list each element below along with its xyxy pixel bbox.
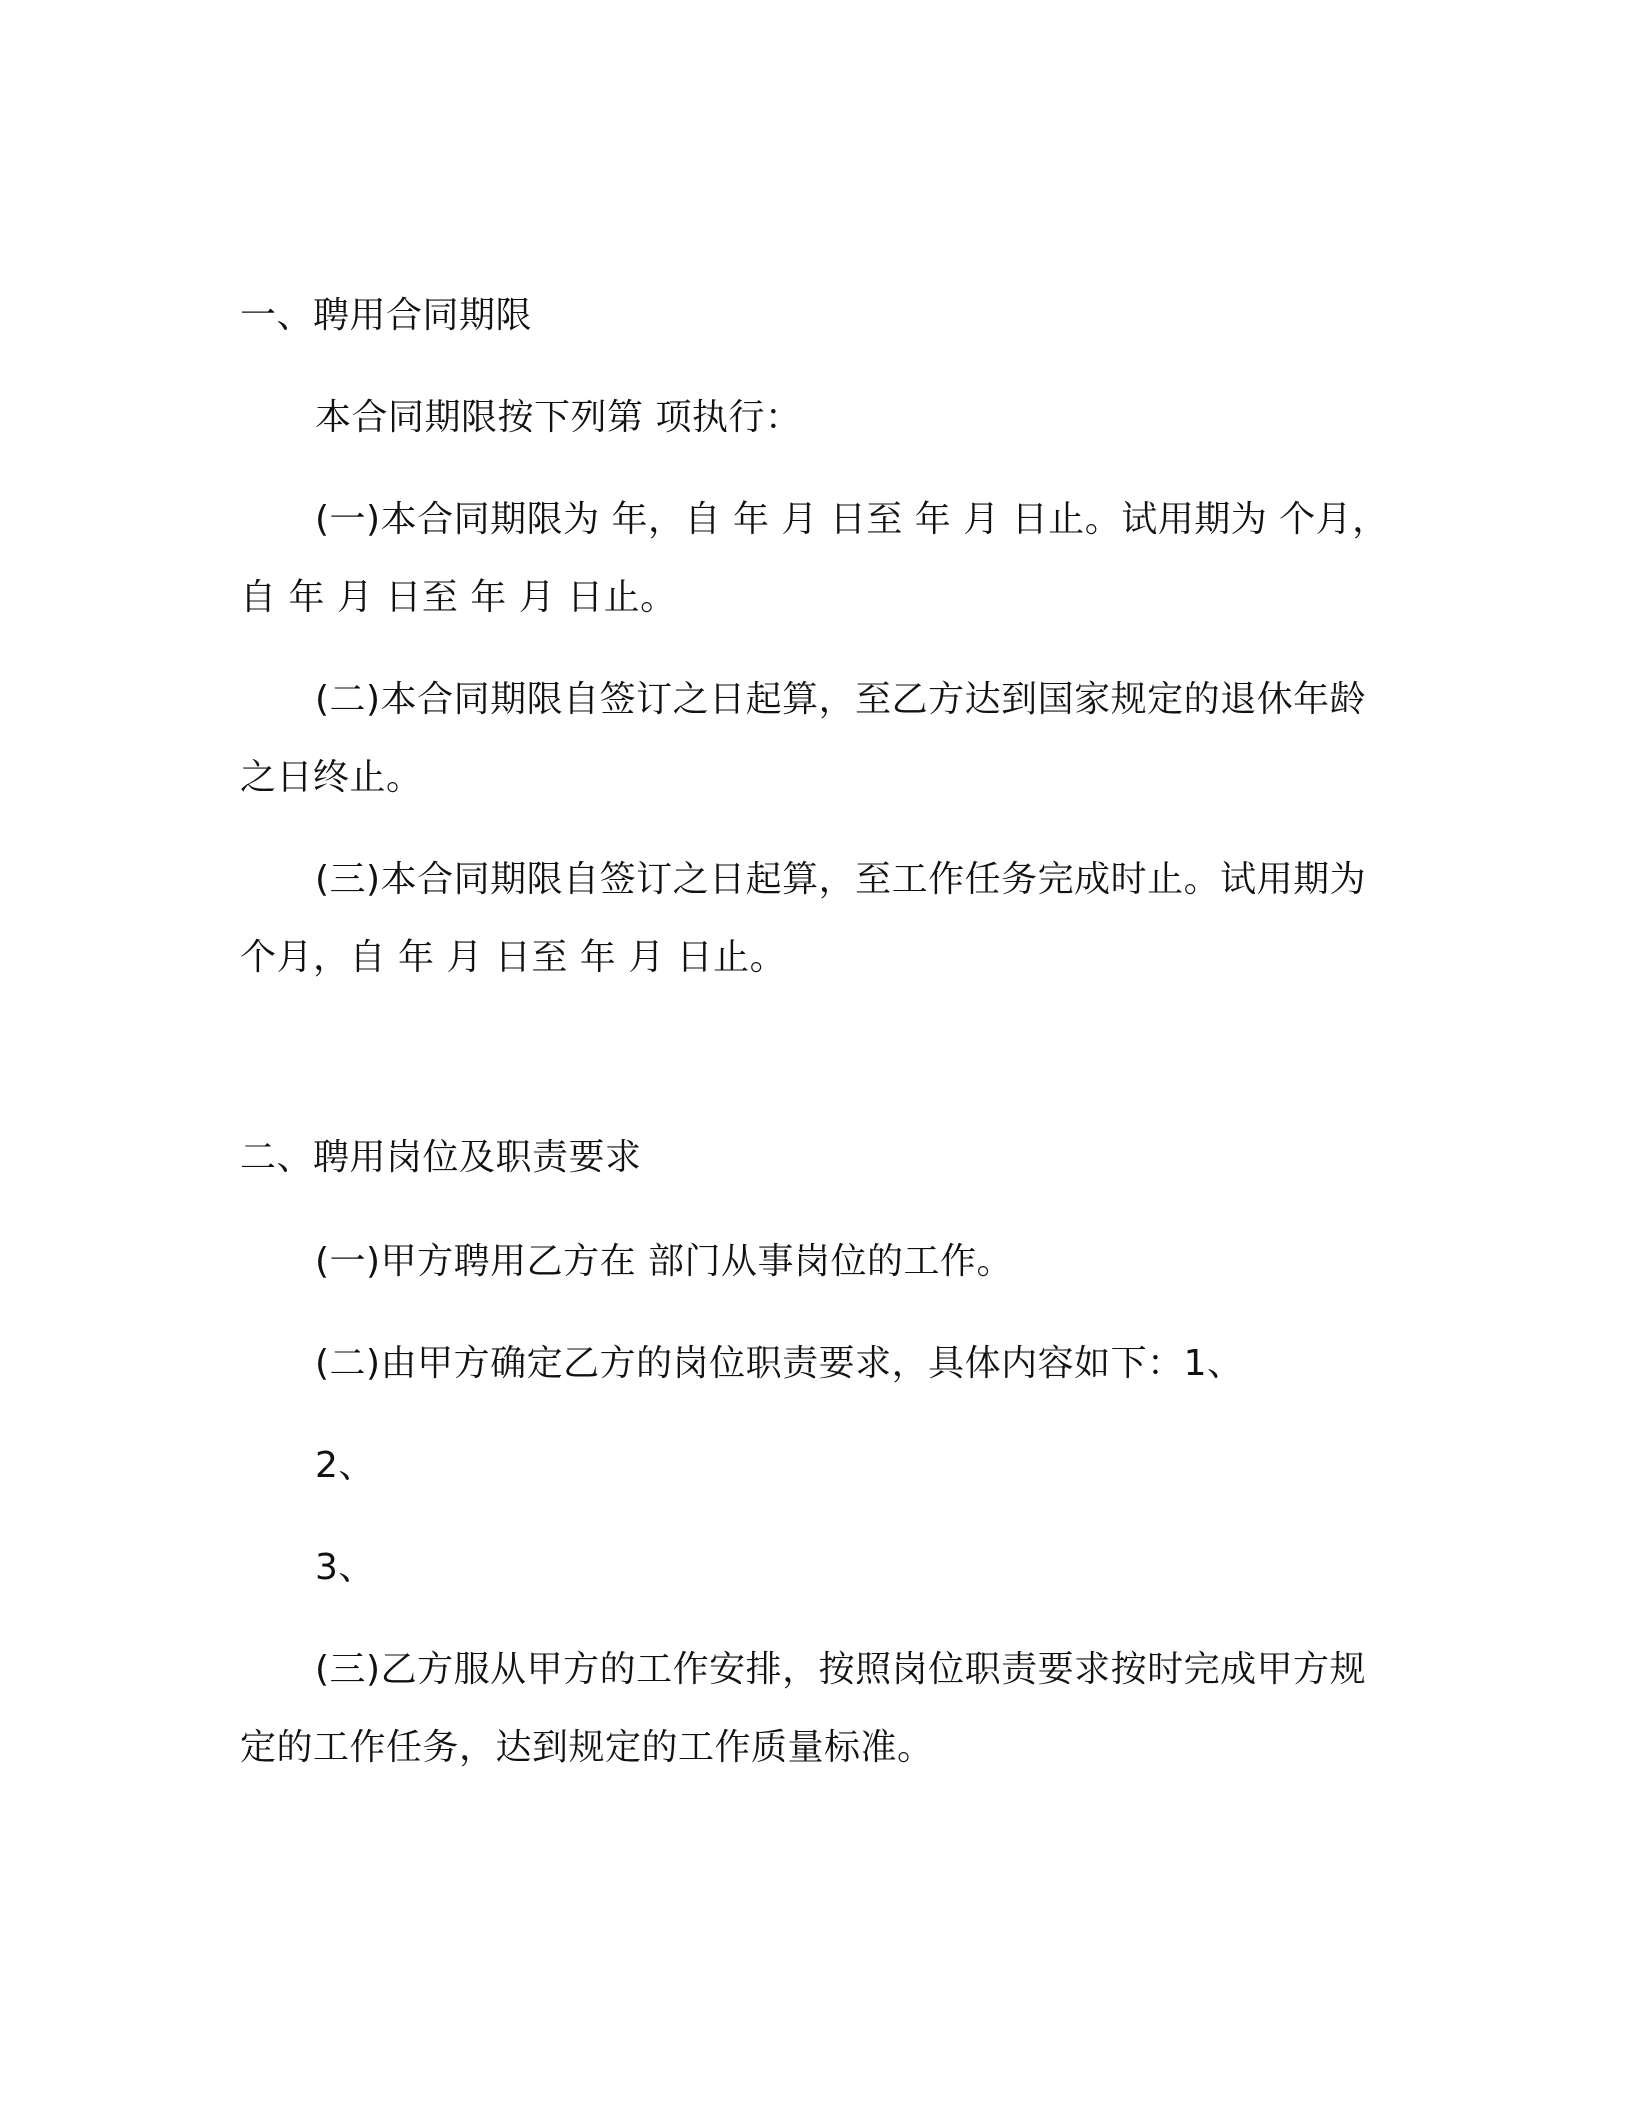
section-2-item-3-line-2: 定的工作任务，达到规定的工作质量标准。	[240, 1727, 934, 1768]
section-1-heading: 一、聘用合同期限	[240, 295, 533, 336]
section-2-item-2: (二)由甲方确定乙方的岗位职责要求，具体内容如下：1、	[315, 1343, 1244, 1384]
section-1-item-3-line-2: 个月，自 年 月 日至 年 月 日止。	[240, 937, 787, 978]
section-2-sub-item-2: 2、	[315, 1445, 375, 1486]
section-2-sub-item-3: 3、	[315, 1547, 375, 1588]
section-2-item-3-line-1: (三)乙方服从甲方的工作安排，按照岗位职责要求按时完成甲方规	[315, 1649, 1367, 1690]
section-1-intro: 本合同期限按下列第 项执行：	[315, 397, 802, 438]
section-1-item-2-line-2: 之日终止。	[240, 757, 423, 798]
section-1-item-2-line-1: (二)本合同期限自签订之日起算，至乙方达到国家规定的退休年龄	[315, 679, 1367, 720]
section-1-item-1-line-2: 自 年 月 日至 年 月 日止。	[240, 577, 677, 618]
section-1-item-3-line-1: (三)本合同期限自签订之日起算，至工作任务完成时止。试用期为	[315, 859, 1367, 900]
section-2-item-1: (一)甲方聘用乙方在 部门从事岗位的工作。	[315, 1241, 1014, 1282]
section-2-heading: 二、聘用岗位及职责要求	[240, 1137, 642, 1178]
section-1-item-1-line-1: (一)本合同期限为 年，自 年 月 日至 年 月 日止。试用期为 个月，	[315, 499, 1389, 540]
